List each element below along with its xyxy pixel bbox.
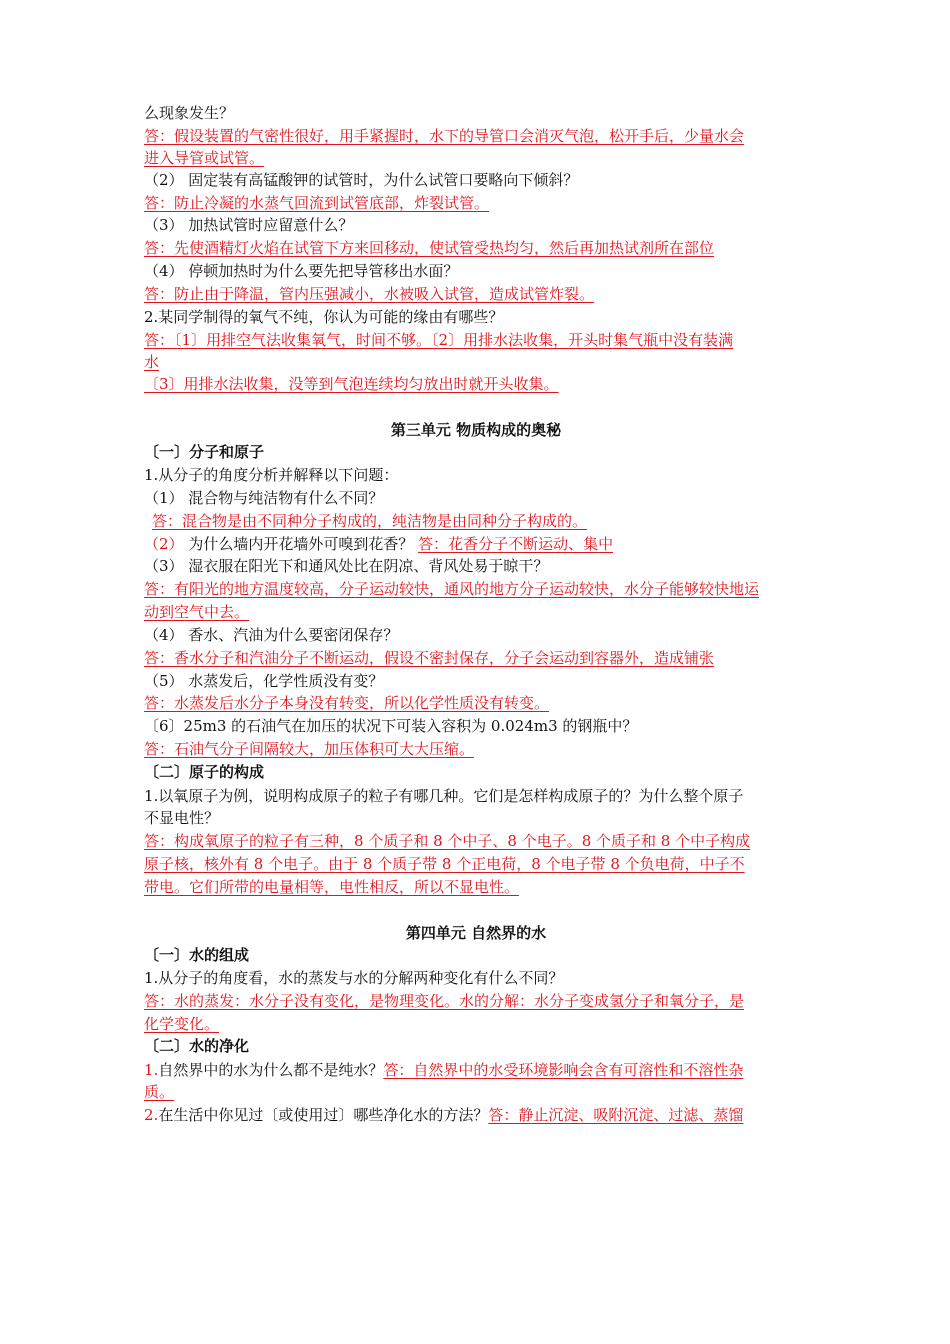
- question: （3） 加热试管时应留意什么？: [144, 216, 354, 234]
- question-continued: 么现象发生？: [144, 104, 235, 122]
- subsection-heading: 〔二〕水的净化: [144, 1037, 250, 1055]
- answer-line: 答：〔1〕用排空气法收集氧气，时间不够。〔2〕用排水法收集，开头时集气瓶中没有装满: [144, 331, 734, 349]
- question: [144, 1060, 743, 1080]
- answer-line: 化学变化。: [144, 1015, 220, 1033]
- question-text: 为什么墙内开花墙外可嗅到花香？: [183, 535, 414, 553]
- answer-line: 质。: [144, 1083, 175, 1101]
- question-text: 在生活中你见过〔或使用过〕哪些净化水的方法？: [158, 1106, 489, 1124]
- answer-line: 动到空气中去。: [144, 603, 250, 621]
- answer-line: 原子核，核外有 8 个电子。由于 8 个质子带 8 个正电荷，8 个电子带 8 个负电荷，中子不: [144, 855, 745, 873]
- answer-line: 答：香水分子和汽油分子不断运动，假设不密封保存，分子会运动到容器外，造成铺张: [144, 649, 715, 667]
- answer-line: 答：防止冷凝的水蒸气回流到试管底部，炸裂试管。: [144, 194, 490, 212]
- answer-line: 答：水的蒸发：水分子没有变化，是物理变化。水的分解：水分子变成氢分子和氧分子，是: [144, 992, 745, 1010]
- subsection-heading: 〔一〕分子和原子: [144, 443, 265, 461]
- unit-title: 第四单元 自然界的水: [405, 924, 547, 942]
- question-number: 1.: [144, 1061, 159, 1079]
- answer-line: 答：混合物是由不同种分子构成的，纯洁物是由同种分子构成的。: [152, 512, 588, 530]
- answer-line: 带电。它们所带的电量相等，电性相反，所以不显电性。: [144, 878, 520, 896]
- question: 1.以氧原子为例，说明构成原子的粒子有哪几种。它们是怎样构成原子的？为什么整个原子: [144, 787, 744, 805]
- question-number: （2）: [144, 535, 184, 553]
- subsection-heading: 〔二〕原子的构成: [144, 763, 265, 781]
- question: （2） 固定装有高锰酸钾的试管时，为什么试管口要略向下倾斜？: [144, 171, 579, 189]
- question: 1.从分子的角度看，水的蒸发与水的分解两种变化有什么不同？: [144, 969, 564, 987]
- question: （1） 混合物与纯洁物有什么不同？: [144, 489, 384, 507]
- answer-line: 答：假设装置的气密性很好，用手紧握时，水下的导管口会消灭气泡，松开手后，少量水会: [144, 127, 745, 145]
- answer-line: 答：构成氧原子的粒子有三种，8 个质子和 8 个中子、8 个电子。8 个质子和 8 个中子构成: [144, 832, 751, 850]
- answer-inline: 答：花香分子不断运动、集中: [418, 535, 614, 553]
- answer-line: 答：水蒸发后水分子本身没有转变，所以化学性质没有转变。: [144, 694, 550, 712]
- question-intro: 1.从分子的角度分析并解释以下问题：: [144, 466, 399, 484]
- question: （3） 湿衣服在阳光下和通风处比在阴凉、背风处易于晾干？: [144, 557, 549, 575]
- answer-line: 答：防止由于降温，管内压强减小，水被吸入试管，造成试管炸裂。: [144, 285, 595, 303]
- unit-title: 第三单元 物质构成的奥秘: [390, 421, 562, 439]
- answer-line: 水: [144, 353, 160, 371]
- question: 不显电性？: [144, 809, 220, 827]
- question: 2.某同学制得的氧气不纯，你认为可能的缘由有哪些？: [144, 308, 504, 326]
- answer-inline: 答：静止沉淀、吸附沉淀、过滤、蒸馏: [488, 1106, 744, 1124]
- question: （4） 香水、汽油为什么要密闭保存？: [144, 626, 399, 644]
- question: （4） 停顿加热时为什么要先把导管移出水面？: [144, 262, 459, 280]
- answer-line: 答：先使酒精灯火焰在试管下方来回移动，使试管受热均匀，然后再加热试剂所在部位: [144, 239, 715, 257]
- answer-line: 答：有阳光的地方温度较高，分子运动较快，通风的地方分子运动较快，水分子能够较快地运: [144, 580, 760, 598]
- question: [144, 534, 613, 554]
- question-number: 2.: [144, 1106, 159, 1124]
- answer-line: 答：石油气分子间隔较大，加压体积可大大压缩。: [144, 740, 475, 758]
- answer-line: 进入导管或试管。: [144, 149, 265, 167]
- question: （5） 水蒸发后，化学性质没有变？: [144, 672, 384, 690]
- answer-line: 〔3〕用排水法收集，没等到气泡连续均匀放出时就开头收集。: [144, 375, 559, 393]
- answer-inline: 答：自然界中的水受环境影响会含有可溶性和不溶性杂: [383, 1061, 744, 1079]
- question: 〔6〕25m3 的石油气在加压的状况下可装入容积为 0.024m3 的钢瓶中？: [144, 717, 638, 735]
- subsection-heading: 〔一〕水的组成: [144, 946, 250, 964]
- question-text: 自然界中的水为什么都不是纯水？: [158, 1061, 384, 1079]
- question: [144, 1105, 743, 1125]
